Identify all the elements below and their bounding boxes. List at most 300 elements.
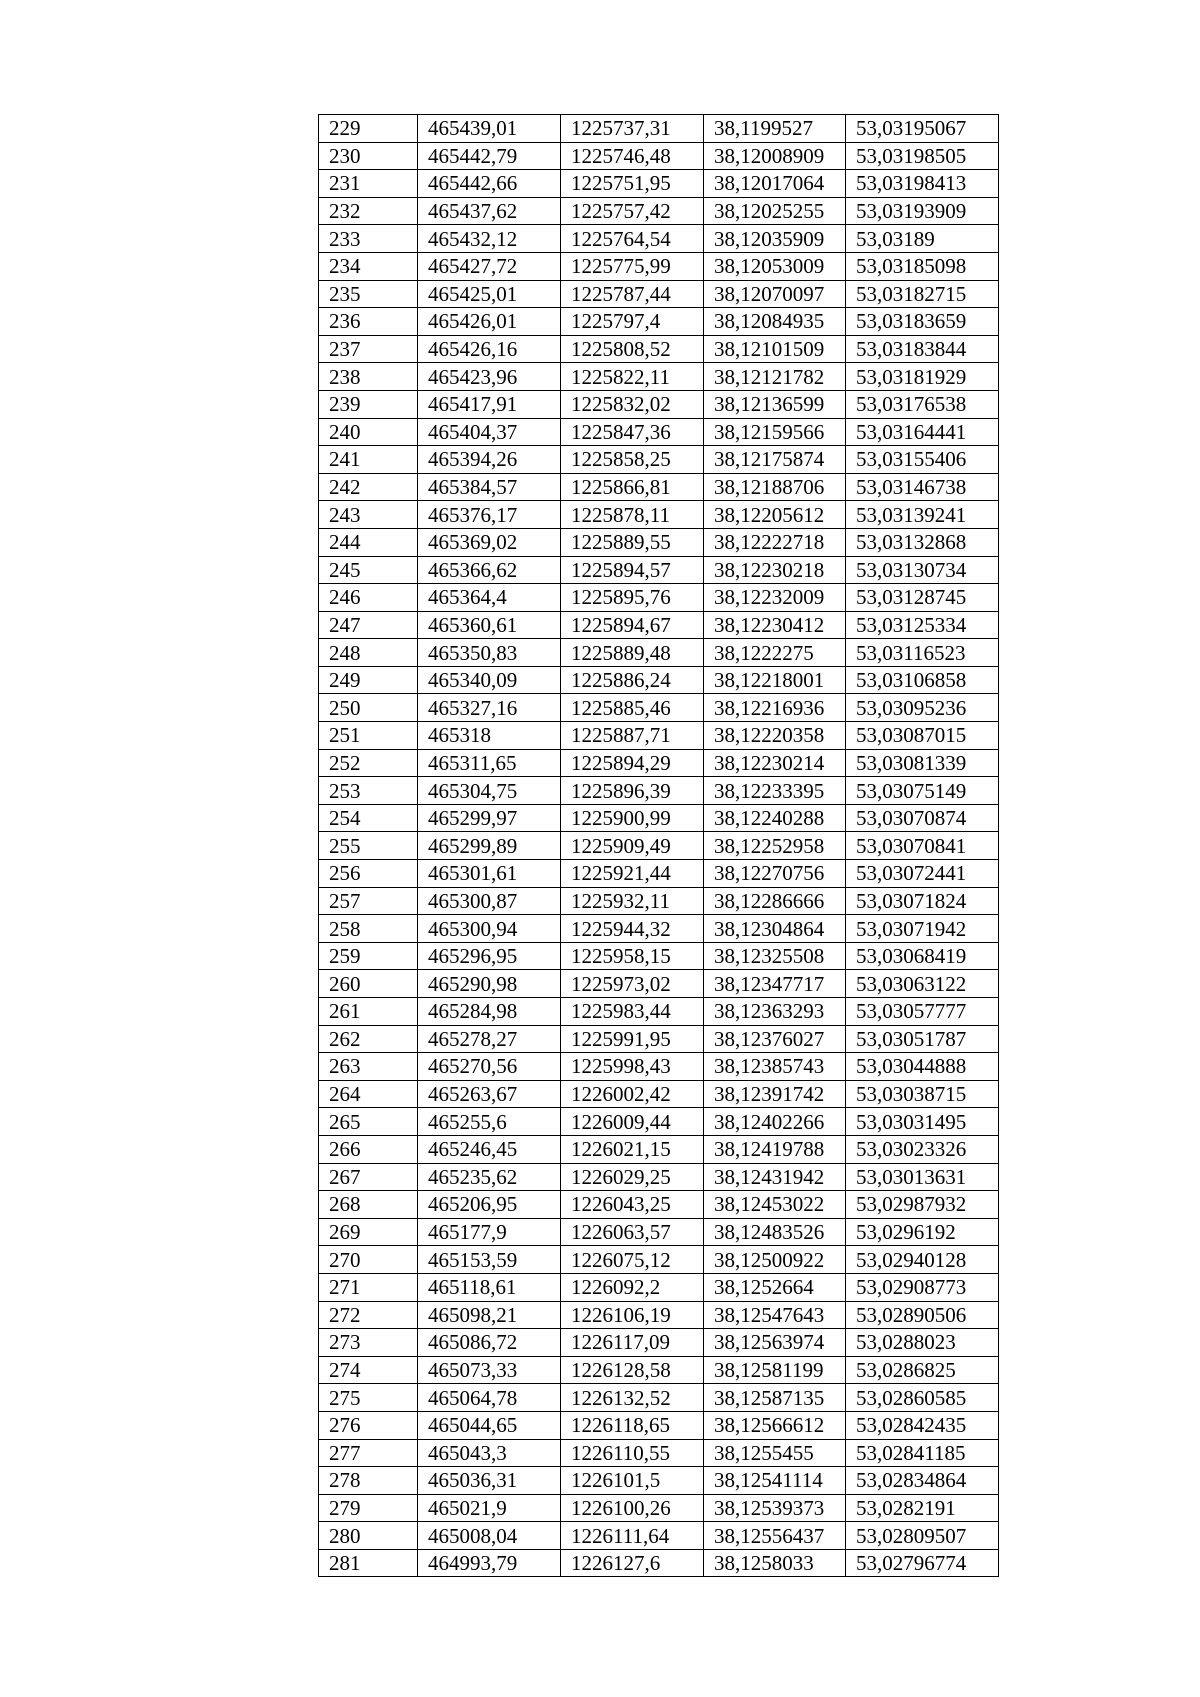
- y-coordinate-cell: 1225885,46: [561, 694, 704, 722]
- point-number-cell: 231: [319, 170, 418, 198]
- point-number-cell: 259: [319, 942, 418, 970]
- latitude-cell: 53,03181929: [846, 363, 999, 391]
- longitude-cell: 38,12101509: [704, 335, 846, 363]
- latitude-cell: 53,03116523: [846, 639, 999, 667]
- point-number-cell: 247: [319, 611, 418, 639]
- y-coordinate-cell: 1225832,02: [561, 390, 704, 418]
- table-row: [319, 528, 999, 556]
- y-coordinate-cell: 1225889,55: [561, 528, 704, 556]
- longitude-cell: 38,12121782: [704, 363, 846, 391]
- x-coordinate-cell: 465426,16: [418, 335, 561, 363]
- x-coordinate-cell: 465437,62: [418, 197, 561, 225]
- y-coordinate-cell: 1225973,02: [561, 970, 704, 998]
- point-number-cell: 274: [319, 1356, 418, 1384]
- latitude-cell: 53,0282191: [846, 1494, 999, 1522]
- table-row: [319, 1411, 999, 1439]
- y-coordinate-cell: 1225921,44: [561, 860, 704, 888]
- table-row: [319, 252, 999, 280]
- x-coordinate-cell: 465043,3: [418, 1439, 561, 1467]
- x-coordinate-cell: 465384,57: [418, 473, 561, 501]
- point-number-cell: 243: [319, 501, 418, 529]
- y-coordinate-cell: 1226092,2: [561, 1273, 704, 1301]
- longitude-cell: 38,12483526: [704, 1218, 846, 1246]
- latitude-cell: 53,03081339: [846, 749, 999, 777]
- table-row: [319, 584, 999, 612]
- longitude-cell: 38,12230214: [704, 749, 846, 777]
- longitude-cell: 38,12017064: [704, 170, 846, 198]
- longitude-cell: 38,12216936: [704, 694, 846, 722]
- longitude-cell: 38,12240288: [704, 804, 846, 832]
- latitude-cell: 53,03193909: [846, 197, 999, 225]
- y-coordinate-cell: 1225878,11: [561, 501, 704, 529]
- table-row: [319, 115, 999, 143]
- longitude-cell: 38,1255455: [704, 1439, 846, 1467]
- point-number-cell: 250: [319, 694, 418, 722]
- x-coordinate-cell: 465290,98: [418, 970, 561, 998]
- latitude-cell: 53,03198505: [846, 142, 999, 170]
- point-number-cell: 252: [319, 749, 418, 777]
- x-coordinate-cell: 465425,01: [418, 280, 561, 308]
- longitude-cell: 38,12547643: [704, 1301, 846, 1329]
- longitude-cell: 38,1252664: [704, 1273, 846, 1301]
- point-number-cell: 233: [319, 225, 418, 253]
- longitude-cell: 38,12205612: [704, 501, 846, 529]
- longitude-cell: 38,12566612: [704, 1411, 846, 1439]
- point-number-cell: 263: [319, 1053, 418, 1081]
- latitude-cell: 53,02834864: [846, 1467, 999, 1495]
- x-coordinate-cell: 465442,79: [418, 142, 561, 170]
- y-coordinate-cell: 1225894,29: [561, 749, 704, 777]
- table-row: [319, 308, 999, 336]
- point-number-cell: 275: [319, 1384, 418, 1412]
- x-coordinate-cell: 465350,83: [418, 639, 561, 667]
- x-coordinate-cell: 465021,9: [418, 1494, 561, 1522]
- x-coordinate-cell: 465086,72: [418, 1329, 561, 1357]
- longitude-cell: 38,1258033: [704, 1549, 846, 1577]
- point-number-cell: 232: [319, 197, 418, 225]
- latitude-cell: 53,03031495: [846, 1108, 999, 1136]
- table-row: [319, 1301, 999, 1329]
- x-coordinate-cell: 465432,12: [418, 225, 561, 253]
- longitude-cell: 38,12188706: [704, 473, 846, 501]
- x-coordinate-cell: 465284,98: [418, 998, 561, 1026]
- table-row: [319, 170, 999, 198]
- latitude-cell: 53,03185098: [846, 252, 999, 280]
- y-coordinate-cell: 1225998,43: [561, 1053, 704, 1081]
- y-coordinate-cell: 1226021,15: [561, 1135, 704, 1163]
- latitude-cell: 53,03146738: [846, 473, 999, 501]
- y-coordinate-cell: 1225775,99: [561, 252, 704, 280]
- longitude-cell: 38,12587135: [704, 1384, 846, 1412]
- x-coordinate-cell: 465327,16: [418, 694, 561, 722]
- point-number-cell: 251: [319, 722, 418, 750]
- point-number-cell: 245: [319, 556, 418, 584]
- longitude-cell: 38,12218001: [704, 666, 846, 694]
- latitude-cell: 53,03176538: [846, 390, 999, 418]
- latitude-cell: 53,03038715: [846, 1080, 999, 1108]
- x-coordinate-cell: 465246,45: [418, 1135, 561, 1163]
- x-coordinate-cell: 465296,95: [418, 942, 561, 970]
- x-coordinate-cell: 465177,9: [418, 1218, 561, 1246]
- x-coordinate-cell: 465300,87: [418, 887, 561, 915]
- latitude-cell: 53,03128745: [846, 584, 999, 612]
- longitude-cell: 38,12070097: [704, 280, 846, 308]
- y-coordinate-cell: 1226117,09: [561, 1329, 704, 1357]
- y-coordinate-cell: 1225808,52: [561, 335, 704, 363]
- table-row: [319, 418, 999, 446]
- x-coordinate-cell: 465235,62: [418, 1163, 561, 1191]
- latitude-cell: 53,03106858: [846, 666, 999, 694]
- longitude-cell: 38,12230218: [704, 556, 846, 584]
- table-row: [319, 473, 999, 501]
- latitude-cell: 53,03130734: [846, 556, 999, 584]
- table-row: [319, 666, 999, 694]
- table-row: [319, 1467, 999, 1495]
- longitude-cell: 38,12175874: [704, 446, 846, 474]
- longitude-cell: 38,12541114: [704, 1467, 846, 1495]
- x-coordinate-cell: 465263,67: [418, 1080, 561, 1108]
- x-coordinate-cell: 465311,65: [418, 749, 561, 777]
- longitude-cell: 38,12363293: [704, 998, 846, 1026]
- longitude-cell: 38,1222275: [704, 639, 846, 667]
- y-coordinate-cell: 1225866,81: [561, 473, 704, 501]
- x-coordinate-cell: 465423,96: [418, 363, 561, 391]
- longitude-cell: 38,12222718: [704, 528, 846, 556]
- point-number-cell: 253: [319, 777, 418, 805]
- longitude-cell: 38,12402266: [704, 1108, 846, 1136]
- y-coordinate-cell: 1225896,39: [561, 777, 704, 805]
- y-coordinate-cell: 1225895,76: [561, 584, 704, 612]
- x-coordinate-cell: 465270,56: [418, 1053, 561, 1081]
- point-number-cell: 280: [319, 1522, 418, 1550]
- longitude-cell: 38,12453022: [704, 1191, 846, 1219]
- latitude-cell: 53,02796774: [846, 1549, 999, 1577]
- y-coordinate-cell: 1226063,57: [561, 1218, 704, 1246]
- point-number-cell: 268: [319, 1191, 418, 1219]
- y-coordinate-cell: 1226128,58: [561, 1356, 704, 1384]
- y-coordinate-cell: 1226101,5: [561, 1467, 704, 1495]
- y-coordinate-cell: 1225847,36: [561, 418, 704, 446]
- table-row: [319, 1522, 999, 1550]
- table-row: [319, 1025, 999, 1053]
- y-coordinate-cell: 1226029,25: [561, 1163, 704, 1191]
- table-row: [319, 832, 999, 860]
- x-coordinate-cell: 465206,95: [418, 1191, 561, 1219]
- x-coordinate-cell: 464993,79: [418, 1549, 561, 1577]
- y-coordinate-cell: 1225944,32: [561, 915, 704, 943]
- longitude-cell: 38,12304864: [704, 915, 846, 943]
- y-coordinate-cell: 1225746,48: [561, 142, 704, 170]
- latitude-cell: 53,03044888: [846, 1053, 999, 1081]
- point-number-cell: 255: [319, 832, 418, 860]
- table-row: [319, 1163, 999, 1191]
- x-coordinate-cell: 465394,26: [418, 446, 561, 474]
- latitude-cell: 53,0288023: [846, 1329, 999, 1357]
- x-coordinate-cell: 465073,33: [418, 1356, 561, 1384]
- table-row: [319, 501, 999, 529]
- point-number-cell: 272: [319, 1301, 418, 1329]
- y-coordinate-cell: 1226111,64: [561, 1522, 704, 1550]
- longitude-cell: 38,12035909: [704, 225, 846, 253]
- x-coordinate-cell: 465299,97: [418, 804, 561, 832]
- y-coordinate-cell: 1225751,95: [561, 170, 704, 198]
- point-number-cell: 273: [319, 1329, 418, 1357]
- y-coordinate-cell: 1226110,55: [561, 1439, 704, 1467]
- x-coordinate-cell: 465299,89: [418, 832, 561, 860]
- point-number-cell: 230: [319, 142, 418, 170]
- point-number-cell: 278: [319, 1467, 418, 1495]
- x-coordinate-cell: 465098,21: [418, 1301, 561, 1329]
- y-coordinate-cell: 1226009,44: [561, 1108, 704, 1136]
- x-coordinate-cell: 465044,65: [418, 1411, 561, 1439]
- point-number-cell: 234: [319, 252, 418, 280]
- latitude-cell: 53,03072441: [846, 860, 999, 888]
- point-number-cell: 241: [319, 446, 418, 474]
- point-number-cell: 267: [319, 1163, 418, 1191]
- latitude-cell: 53,03198413: [846, 170, 999, 198]
- longitude-cell: 38,12230412: [704, 611, 846, 639]
- point-number-cell: 265: [319, 1108, 418, 1136]
- y-coordinate-cell: 1225894,67: [561, 611, 704, 639]
- y-coordinate-cell: 1225764,54: [561, 225, 704, 253]
- latitude-cell: 53,02940128: [846, 1246, 999, 1274]
- y-coordinate-cell: 1226118,65: [561, 1411, 704, 1439]
- table-row: [319, 197, 999, 225]
- latitude-cell: 53,02860585: [846, 1384, 999, 1412]
- y-coordinate-cell: 1225983,44: [561, 998, 704, 1026]
- table-row: [319, 142, 999, 170]
- point-number-cell: 237: [319, 335, 418, 363]
- x-coordinate-cell: 465426,01: [418, 308, 561, 336]
- y-coordinate-cell: 1226075,12: [561, 1246, 704, 1274]
- table-row: [319, 390, 999, 418]
- table-row: [319, 639, 999, 667]
- longitude-cell: 38,12419788: [704, 1135, 846, 1163]
- longitude-cell: 38,1199527: [704, 115, 846, 143]
- table-row: [319, 363, 999, 391]
- latitude-cell: 53,0286825: [846, 1356, 999, 1384]
- table-row: [319, 749, 999, 777]
- longitude-cell: 38,12232009: [704, 584, 846, 612]
- table-row: [319, 1246, 999, 1274]
- point-number-cell: 281: [319, 1549, 418, 1577]
- y-coordinate-cell: 1226132,52: [561, 1384, 704, 1412]
- y-coordinate-cell: 1225787,44: [561, 280, 704, 308]
- coordinates-table: [318, 114, 999, 1577]
- table-row: [319, 611, 999, 639]
- x-coordinate-cell: 465376,17: [418, 501, 561, 529]
- point-number-cell: 269: [319, 1218, 418, 1246]
- latitude-cell: 53,03075149: [846, 777, 999, 805]
- table-row: [319, 556, 999, 584]
- latitude-cell: 53,03070841: [846, 832, 999, 860]
- y-coordinate-cell: 1225822,11: [561, 363, 704, 391]
- table-row: [319, 446, 999, 474]
- y-coordinate-cell: 1225991,95: [561, 1025, 704, 1053]
- x-coordinate-cell: 465118,61: [418, 1273, 561, 1301]
- longitude-cell: 38,12270756: [704, 860, 846, 888]
- point-number-cell: 261: [319, 998, 418, 1026]
- table-row: [319, 694, 999, 722]
- point-number-cell: 246: [319, 584, 418, 612]
- x-coordinate-cell: 465008,04: [418, 1522, 561, 1550]
- longitude-cell: 38,12008909: [704, 142, 846, 170]
- latitude-cell: 53,03057777: [846, 998, 999, 1026]
- latitude-cell: 53,0296192: [846, 1218, 999, 1246]
- table-row: [319, 804, 999, 832]
- point-number-cell: 240: [319, 418, 418, 446]
- point-number-cell: 271: [319, 1273, 418, 1301]
- longitude-cell: 38,12391742: [704, 1080, 846, 1108]
- x-coordinate-cell: 465404,37: [418, 418, 561, 446]
- y-coordinate-cell: 1225797,4: [561, 308, 704, 336]
- latitude-cell: 53,03023326: [846, 1135, 999, 1163]
- y-coordinate-cell: 1225900,99: [561, 804, 704, 832]
- y-coordinate-cell: 1226100,26: [561, 1494, 704, 1522]
- table-row: [319, 1053, 999, 1081]
- y-coordinate-cell: 1226002,42: [561, 1080, 704, 1108]
- latitude-cell: 53,02841185: [846, 1439, 999, 1467]
- point-number-cell: 266: [319, 1135, 418, 1163]
- x-coordinate-cell: 465442,66: [418, 170, 561, 198]
- longitude-cell: 38,12286666: [704, 887, 846, 915]
- longitude-cell: 38,12539373: [704, 1494, 846, 1522]
- table-row: [319, 998, 999, 1026]
- point-number-cell: 254: [319, 804, 418, 832]
- point-number-cell: 276: [319, 1411, 418, 1439]
- table-row: [319, 1218, 999, 1246]
- x-coordinate-cell: 465417,91: [418, 390, 561, 418]
- coordinates-table-body: [319, 115, 999, 1577]
- latitude-cell: 53,03095236: [846, 694, 999, 722]
- longitude-cell: 38,12556437: [704, 1522, 846, 1550]
- point-number-cell: 229: [319, 115, 418, 143]
- point-number-cell: 279: [319, 1494, 418, 1522]
- x-coordinate-cell: 465360,61: [418, 611, 561, 639]
- latitude-cell: 53,03063122: [846, 970, 999, 998]
- y-coordinate-cell: 1226043,25: [561, 1191, 704, 1219]
- table-row: [319, 1191, 999, 1219]
- table-row: [319, 860, 999, 888]
- point-number-cell: 264: [319, 1080, 418, 1108]
- latitude-cell: 53,03132868: [846, 528, 999, 556]
- longitude-cell: 38,12220358: [704, 722, 846, 750]
- latitude-cell: 53,03164441: [846, 418, 999, 446]
- latitude-cell: 53,02987932: [846, 1191, 999, 1219]
- latitude-cell: 53,03051787: [846, 1025, 999, 1053]
- table-row: [319, 942, 999, 970]
- point-number-cell: 235: [319, 280, 418, 308]
- table-row: [319, 777, 999, 805]
- y-coordinate-cell: 1225894,57: [561, 556, 704, 584]
- longitude-cell: 38,12581199: [704, 1356, 846, 1384]
- latitude-cell: 53,03087015: [846, 722, 999, 750]
- longitude-cell: 38,12136599: [704, 390, 846, 418]
- table-row: [319, 280, 999, 308]
- latitude-cell: 53,02809507: [846, 1522, 999, 1550]
- table-row: [319, 1384, 999, 1412]
- point-number-cell: 260: [319, 970, 418, 998]
- point-number-cell: 242: [319, 473, 418, 501]
- longitude-cell: 38,12385743: [704, 1053, 846, 1081]
- longitude-cell: 38,12563974: [704, 1329, 846, 1357]
- table-row: [319, 1108, 999, 1136]
- table-row: [319, 1494, 999, 1522]
- y-coordinate-cell: 1225909,49: [561, 832, 704, 860]
- table-row: [319, 1329, 999, 1357]
- point-number-cell: 257: [319, 887, 418, 915]
- point-number-cell: 238: [319, 363, 418, 391]
- x-coordinate-cell: 465439,01: [418, 115, 561, 143]
- latitude-cell: 53,03013631: [846, 1163, 999, 1191]
- point-number-cell: 270: [319, 1246, 418, 1274]
- x-coordinate-cell: 465301,61: [418, 860, 561, 888]
- longitude-cell: 38,12500922: [704, 1246, 846, 1274]
- table-row: [319, 970, 999, 998]
- longitude-cell: 38,12347717: [704, 970, 846, 998]
- y-coordinate-cell: 1226127,6: [561, 1549, 704, 1577]
- latitude-cell: 53,03070874: [846, 804, 999, 832]
- longitude-cell: 38,12025255: [704, 197, 846, 225]
- y-coordinate-cell: 1226106,19: [561, 1301, 704, 1329]
- latitude-cell: 53,03071824: [846, 887, 999, 915]
- table-row: [319, 1273, 999, 1301]
- point-number-cell: 236: [319, 308, 418, 336]
- x-coordinate-cell: 465278,27: [418, 1025, 561, 1053]
- latitude-cell: 53,03183659: [846, 308, 999, 336]
- x-coordinate-cell: 465369,02: [418, 528, 561, 556]
- latitude-cell: 53,03155406: [846, 446, 999, 474]
- x-coordinate-cell: 465340,09: [418, 666, 561, 694]
- point-number-cell: 249: [319, 666, 418, 694]
- y-coordinate-cell: 1225886,24: [561, 666, 704, 694]
- point-number-cell: 256: [319, 860, 418, 888]
- x-coordinate-cell: 465366,62: [418, 556, 561, 584]
- y-coordinate-cell: 1225737,31: [561, 115, 704, 143]
- point-number-cell: 239: [319, 390, 418, 418]
- latitude-cell: 53,03182715: [846, 280, 999, 308]
- table-row: [319, 1356, 999, 1384]
- y-coordinate-cell: 1225858,25: [561, 446, 704, 474]
- x-coordinate-cell: 465427,72: [418, 252, 561, 280]
- x-coordinate-cell: 465153,59: [418, 1246, 561, 1274]
- longitude-cell: 38,12084935: [704, 308, 846, 336]
- table-row: [319, 335, 999, 363]
- point-number-cell: 258: [319, 915, 418, 943]
- table-row: [319, 915, 999, 943]
- y-coordinate-cell: 1225932,11: [561, 887, 704, 915]
- latitude-cell: 53,02890506: [846, 1301, 999, 1329]
- table-row: [319, 722, 999, 750]
- longitude-cell: 38,12233395: [704, 777, 846, 805]
- x-coordinate-cell: 465064,78: [418, 1384, 561, 1412]
- point-number-cell: 244: [319, 528, 418, 556]
- x-coordinate-cell: 465255,6: [418, 1108, 561, 1136]
- latitude-cell: 53,02842435: [846, 1411, 999, 1439]
- latitude-cell: 53,03071942: [846, 915, 999, 943]
- x-coordinate-cell: 465318: [418, 722, 561, 750]
- longitude-cell: 38,12252958: [704, 832, 846, 860]
- table-row: [319, 225, 999, 253]
- longitude-cell: 38,12159566: [704, 418, 846, 446]
- table-row: [319, 887, 999, 915]
- point-number-cell: 262: [319, 1025, 418, 1053]
- x-coordinate-cell: 465300,94: [418, 915, 561, 943]
- latitude-cell: 53,03139241: [846, 501, 999, 529]
- point-number-cell: 248: [319, 639, 418, 667]
- point-number-cell: 277: [319, 1439, 418, 1467]
- longitude-cell: 38,12431942: [704, 1163, 846, 1191]
